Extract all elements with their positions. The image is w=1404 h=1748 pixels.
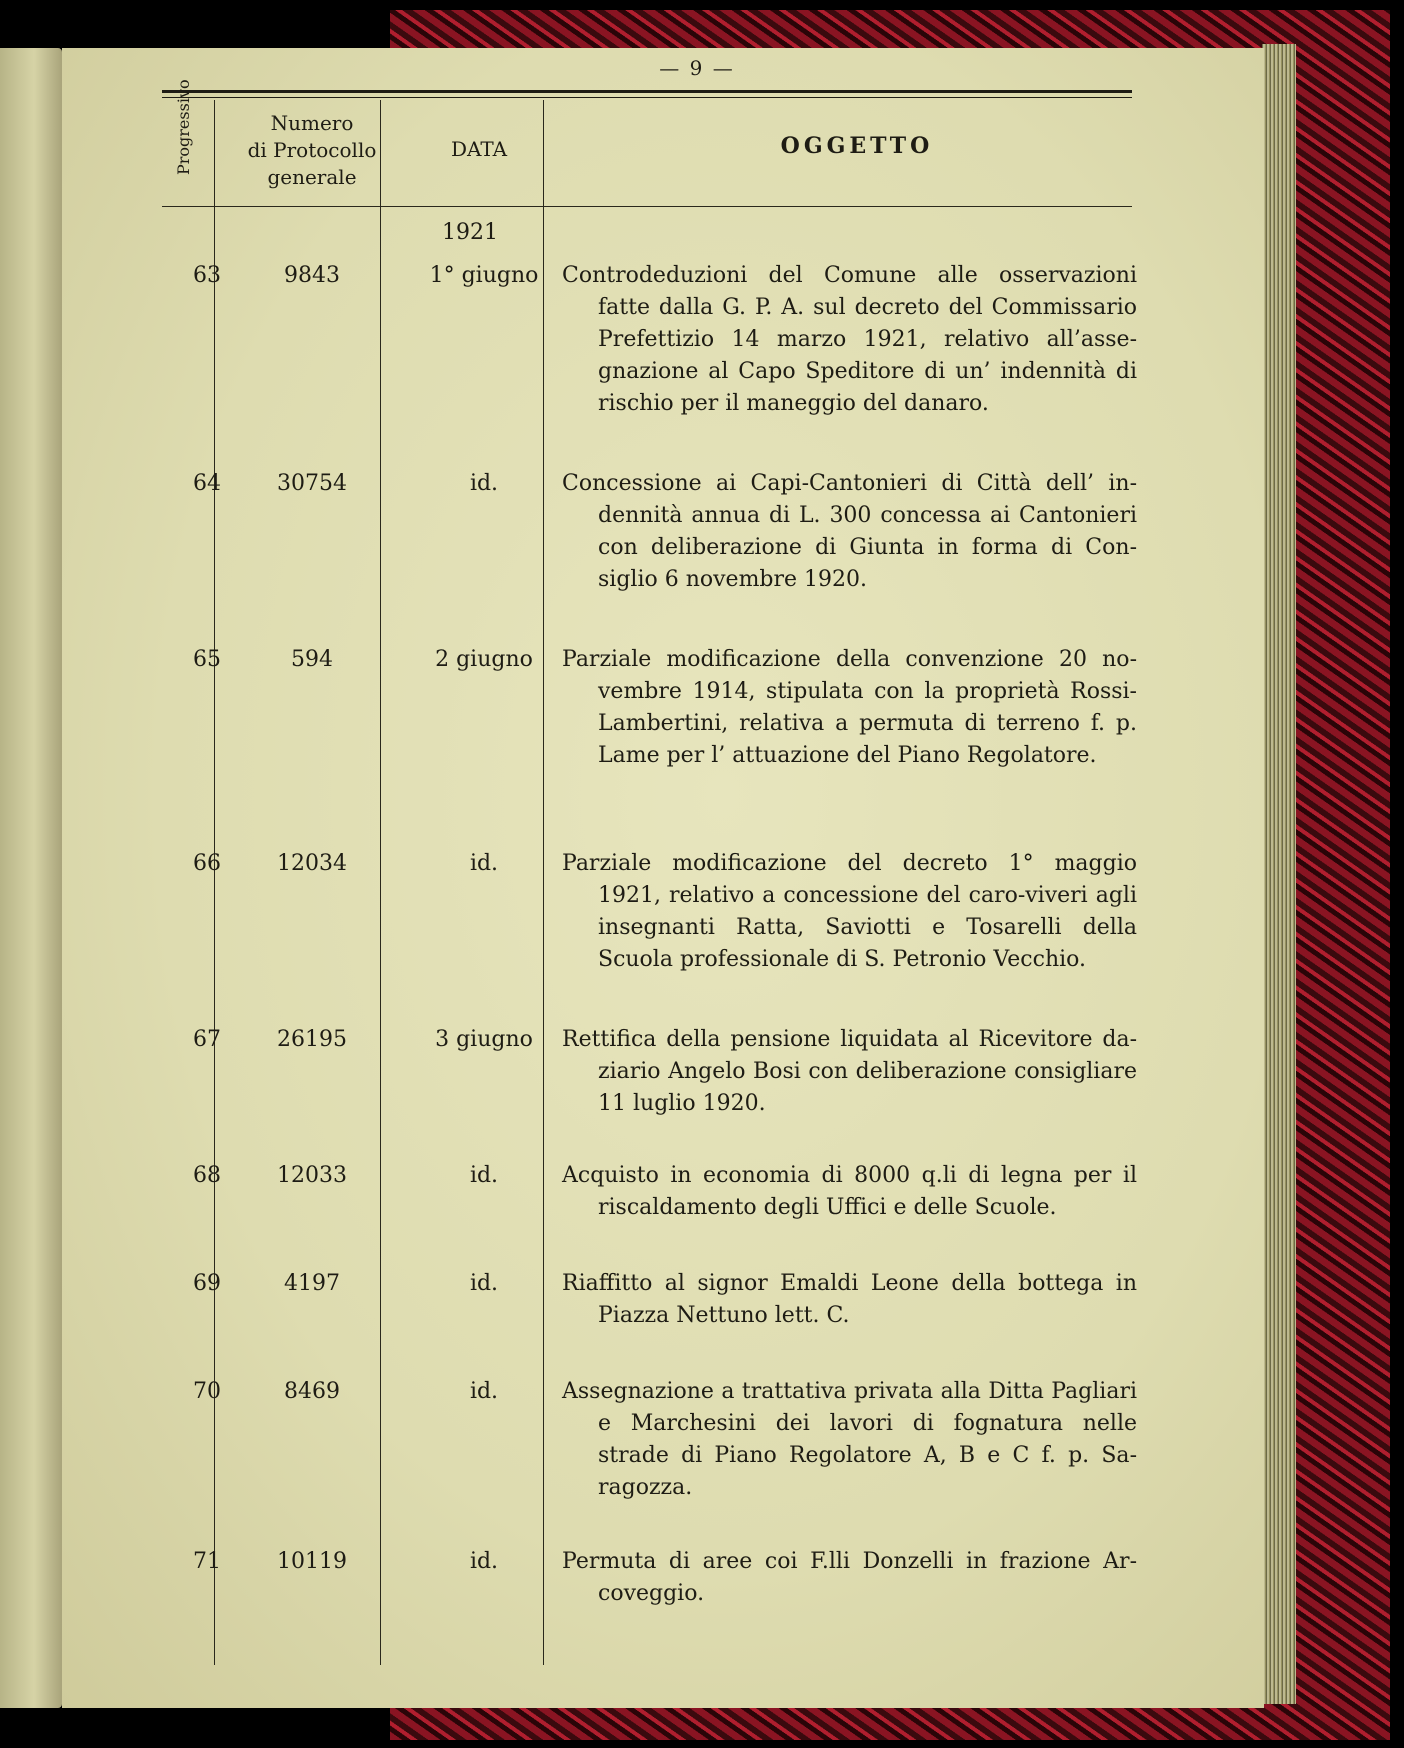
- row-oggetto: Assegnazione a trattativa privata alla Ditta Pagliari e Marchesini dei lavori di fognatura nelle strade di Piano Regolatore A, B e C f. p. Saragozza.: [562, 1379, 1137, 1500]
- row-progressivo: 69: [193, 1271, 221, 1296]
- row-protocollo: 9843: [284, 263, 340, 288]
- row-data: 1° giugno: [429, 263, 539, 288]
- header-protocollo-line: generale: [267, 165, 357, 189]
- row-data: id.: [469, 471, 499, 496]
- row-data: 3 giugno: [435, 1027, 533, 1052]
- row-protocollo: 10119: [277, 1549, 347, 1574]
- row-progressivo: 71: [193, 1549, 221, 1574]
- row-progressivo: 70: [193, 1379, 221, 1404]
- row-data: id.: [469, 851, 499, 876]
- row-protocollo: 8469: [284, 1379, 340, 1404]
- row-data: id.: [469, 1163, 499, 1188]
- year-label: 1921: [442, 220, 498, 245]
- row-progressivo: 63: [193, 263, 221, 288]
- row-oggetto: Parziale modificazione della convenzione 20 novembre 1914, stipulata con la proprietà Rossi-Lambertini, relativa a permuta di terreno f. p. Lame per l’ attuazione del Piano Regolatore.: [562, 647, 1137, 768]
- row-protocollo: 4197: [284, 1271, 340, 1296]
- top-double-rule: [162, 90, 1132, 98]
- row-protocollo: 26195: [277, 1027, 347, 1052]
- row-progressivo: 65: [193, 647, 221, 672]
- row-progressivo: 68: [193, 1163, 221, 1188]
- row-oggetto: Concessione ai Capi-Cantonieri di Città dell’ indennità annua di L. 300 concessa ai Cantonieri con deliberazione di Giunta in forma di Consiglio 6 novembre 1920.: [562, 471, 1137, 592]
- row-progressivo: 66: [193, 851, 221, 876]
- column-divider: [543, 100, 544, 1665]
- page-block-edge: [1262, 44, 1296, 1704]
- row-data: id.: [469, 1549, 499, 1574]
- row-protocollo: 594: [291, 647, 333, 672]
- column-divider: [214, 100, 215, 1665]
- row-data: id.: [469, 1379, 499, 1404]
- row-oggetto: Permuta di aree coi F.lli Donzelli in frazione Arcoveggio.: [562, 1549, 1137, 1606]
- header-oggetto: OGGETTO: [780, 133, 934, 159]
- row-oggetto: Controdeduzioni del Comune alle osservazioni fatte dalla G. P. A. sul decreto del Commissario Prefettizio 14 marzo 1921, relativo all’assegnazione al Capo Speditore di un’ indennità di rischio per il maneggio del danaro.: [562, 263, 1137, 416]
- row-protocollo: 30754: [277, 471, 347, 496]
- row-oggetto: Rettifica della pensione liquidata al Ricevitore daziario Angelo Bosi con deliberazione consigliare 11 luglio 1920.: [562, 1027, 1137, 1116]
- header-progressivo: Progressivo: [174, 79, 193, 175]
- facing-page-edge: [0, 48, 62, 1708]
- column-divider: [380, 100, 381, 1665]
- row-protocollo: 12033: [277, 1163, 347, 1188]
- row-progressivo: 67: [193, 1027, 221, 1052]
- header-rule: [162, 206, 1132, 207]
- header-protocollo-line: Numero: [270, 111, 354, 135]
- header-protocollo: [212, 110, 412, 191]
- row-oggetto: Acquisto in economia di 8000 q.li di legna per il riscaldamento degli Uffici e delle Scuole.: [562, 1163, 1137, 1220]
- row-data: 2 giugno: [435, 647, 533, 672]
- row-data: id.: [469, 1271, 499, 1296]
- row-progressivo: 64: [193, 471, 221, 496]
- row-oggetto: Parziale modificazione del decreto 1° maggio 1921, relativo a concessione del caro-viveri agli insegnanti Ratta, Saviotti e Tosarelli della Scuola professionale di S. Petronio Vecchio.: [562, 851, 1137, 972]
- header-protocollo-line: di Protocollo: [247, 138, 377, 162]
- register-page: [62, 48, 1264, 1708]
- row-protocollo: 12034: [277, 851, 347, 876]
- page-number: — 9 —: [659, 56, 735, 80]
- header-data: DATA: [450, 137, 508, 161]
- row-oggetto: Riaffitto al signor Emaldi Leone della bottega in Piazza Nettuno lett. C.: [562, 1271, 1137, 1328]
